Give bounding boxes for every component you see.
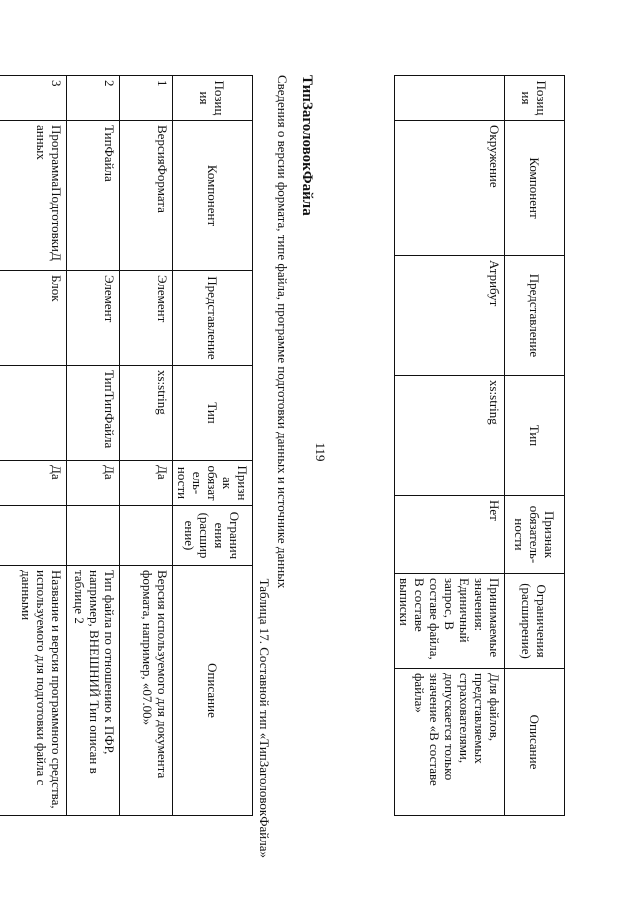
table-row xyxy=(0,76,67,816)
header-mandatory: Признак обязатель-ности xyxy=(173,461,253,506)
cell-representation: Элемент xyxy=(120,271,173,366)
header-position: Позиция xyxy=(173,76,253,121)
header-description: Описание xyxy=(173,566,253,816)
header-representation: Представление xyxy=(173,271,253,366)
table-header-row xyxy=(173,76,253,816)
cell-mandatory: Нет xyxy=(395,496,505,574)
cell-representation: Атрибут xyxy=(395,256,505,376)
header-restrictions: Ограничения (расширение) xyxy=(173,506,253,566)
cell-type: xs:string xyxy=(395,376,505,496)
composite-type-table xyxy=(0,75,253,816)
table-caption: Таблица 17. Составной тип «ТипЗаголовокФайла» xyxy=(257,578,272,858)
cell-component: ПрограммаПодготовкиДанных xyxy=(0,121,67,271)
cell-description: Версия используемого для документа формата, например, «07.00» xyxy=(120,566,173,816)
table-row xyxy=(395,76,505,816)
cell-position xyxy=(395,76,505,121)
cell-description: Для файлов, представляемых страхователями, допускается только значение «В составе файла» xyxy=(395,669,505,816)
cell-component: ВерсияФормата xyxy=(120,121,173,271)
table-header-row xyxy=(505,76,565,816)
header-component: Компонент xyxy=(505,121,565,256)
cell-description: Название и версия программного средства, используемого для подготовки файла с данными xyxy=(0,566,67,816)
table-row xyxy=(67,76,120,816)
attribute-table xyxy=(394,75,565,816)
section-subtitle: Сведения о версии формата, типе файла, программе подготовки данных и источнике данных xyxy=(275,75,290,589)
header-type: Тип xyxy=(505,376,565,496)
header-mandatory: Признак обязатель-ности xyxy=(505,496,565,574)
cell-mandatory: Да xyxy=(67,461,120,506)
table-row xyxy=(120,76,173,816)
cell-description: Тип файла по отношению к ПФР, например, ВНЕШНИЙ Тип описан в таблице 2 xyxy=(67,566,120,816)
cell-representation: Элемент xyxy=(67,271,120,366)
cell-position: 1 xyxy=(120,76,173,121)
cell-type xyxy=(0,366,67,461)
cell-position: 3 xyxy=(0,76,67,121)
cell-mandatory: Да xyxy=(120,461,173,506)
cell-component: ТипФайла xyxy=(67,121,120,271)
header-representation: Представление xyxy=(505,256,565,376)
header-description: Описание xyxy=(505,669,565,816)
header-position: Позиция xyxy=(505,76,565,121)
cell-restrictions xyxy=(67,506,120,566)
cell-restrictions xyxy=(120,506,173,566)
cell-mandatory: Да xyxy=(0,461,67,506)
page-number: 119 xyxy=(313,442,328,462)
cell-restrictions xyxy=(0,506,67,566)
cell-restrictions: Принимаемые значения: Единичный запрос, В составе файла, В составе выписки xyxy=(395,574,505,669)
section-title: ТипЗаголовокФайла xyxy=(299,75,315,216)
cell-type: xs:string xyxy=(120,366,173,461)
header-type: Тип xyxy=(173,366,253,461)
cell-position: 2 xyxy=(67,76,120,121)
header-restrictions: Ограничения (расширение) xyxy=(505,574,565,669)
header-component: Компонент xyxy=(173,121,253,271)
cell-type: ТипТипФайла xyxy=(67,366,120,461)
cell-representation: Блок xyxy=(0,271,67,366)
cell-component: Окружение xyxy=(395,121,505,256)
